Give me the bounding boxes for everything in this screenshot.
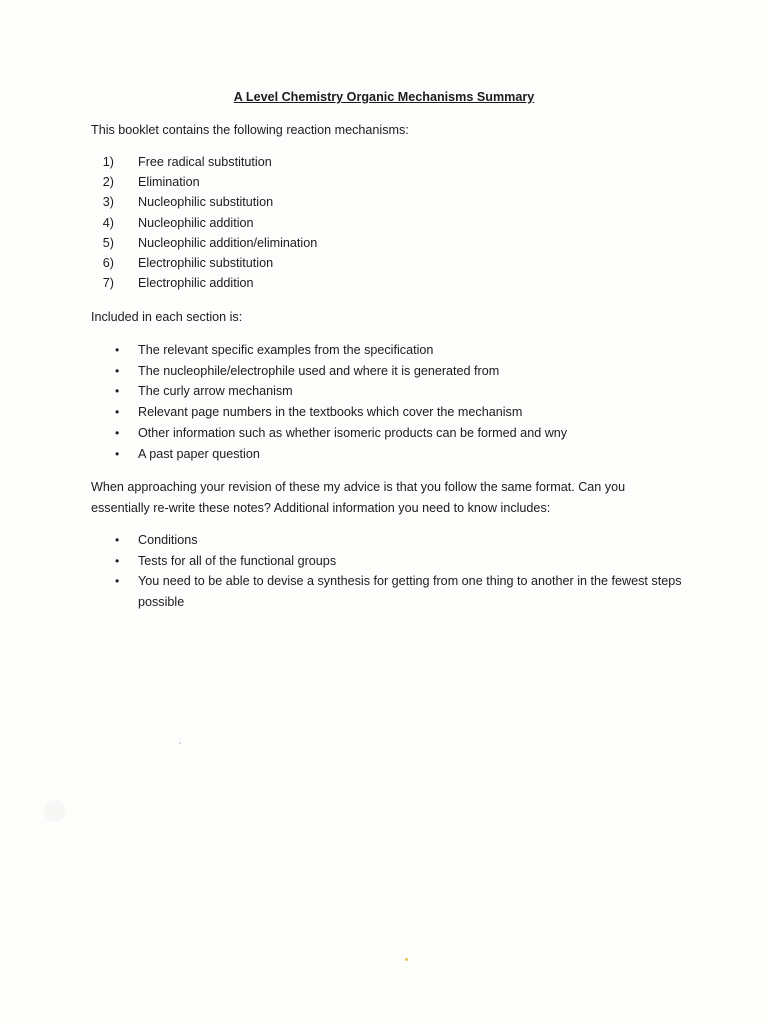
bullet-icon: • — [115, 533, 120, 547]
list-number: 3) — [102, 195, 114, 210]
list-item — [91, 381, 691, 402]
bullet-icon: • — [115, 425, 120, 440]
list-item-label: You need to be able to devise a synthesis for getting from one thing to another in the fewest steps possible — [138, 574, 682, 609]
list-item-label: Nucleophilic substitution — [138, 195, 274, 210]
list-number: 5) — [102, 235, 114, 250]
list-item-label: The curly arrow mechanism — [138, 384, 293, 399]
list-item — [91, 340, 691, 361]
bullet-icon: • — [115, 553, 120, 568]
list-number: 2) — [102, 175, 114, 190]
document-title: A Level Chemistry Organic Mechanisms Summary — [233, 90, 535, 104]
list-item — [91, 402, 691, 423]
intro-text: This booklet contains the following reaction mechanisms: — [91, 123, 409, 137]
scan-speck — [179, 742, 181, 744]
list-item-label: The relevant specific examples from the specification — [138, 343, 434, 357]
list-item — [91, 253, 317, 273]
list-item-label: Free radical substitution — [138, 155, 272, 169]
list-item — [91, 361, 691, 382]
list-item — [91, 192, 317, 212]
list-item — [91, 172, 317, 192]
list-item — [91, 233, 317, 253]
list-item — [91, 213, 317, 233]
list-item-label: Tests for all of the functional groups — [138, 553, 337, 568]
list-item-label: Nucleophilic addition — [138, 215, 254, 230]
list-item-label: Conditions — [138, 533, 198, 547]
list-number: 1) — [102, 155, 114, 169]
list-item-label: Nucleophilic addition/elimination — [138, 235, 318, 250]
list-item-label: Relevant page numbers in the textbooks which cover the mechanism — [138, 405, 523, 420]
advice-paragraph: When approaching your revision of these my advice is that you follow the same format. Can you essentially re-write these notes? Additional information you need to know includes: — [91, 480, 626, 515]
scan-speck — [44, 800, 66, 822]
list-item-label: A past paper question — [138, 446, 260, 461]
list-item — [91, 152, 317, 172]
list-item-label: Electrophilic addition — [138, 276, 254, 291]
bullet-icon: • — [115, 574, 120, 588]
included-list — [91, 340, 691, 464]
mechanism-list — [91, 152, 317, 293]
list-item-label: Elimination — [138, 175, 200, 190]
list-item — [91, 571, 691, 612]
list-item — [91, 530, 691, 551]
list-item-label: Other information such as whether isomeric products can be formed and wny — [138, 425, 568, 440]
bullet-icon: • — [115, 384, 120, 399]
list-number: 4) — [102, 215, 114, 230]
list-item-label: Electrophilic substitution — [138, 255, 274, 270]
list-item — [91, 444, 691, 465]
scan-speck — [405, 958, 408, 961]
bullet-icon: • — [115, 405, 120, 420]
list-number: 7) — [102, 276, 114, 291]
list-item — [91, 423, 691, 444]
list-item-label: The nucleophile/electrophile used and where it is generated from — [138, 363, 500, 378]
list-number: 6) — [102, 255, 114, 270]
included-heading: Included in each section is: — [91, 310, 243, 324]
bullet-icon: • — [115, 363, 120, 378]
list-item — [91, 551, 691, 572]
list-item — [91, 273, 317, 293]
bullet-icon: • — [115, 343, 120, 357]
additional-info-list — [91, 530, 691, 612]
bullet-icon: • — [115, 446, 120, 461]
